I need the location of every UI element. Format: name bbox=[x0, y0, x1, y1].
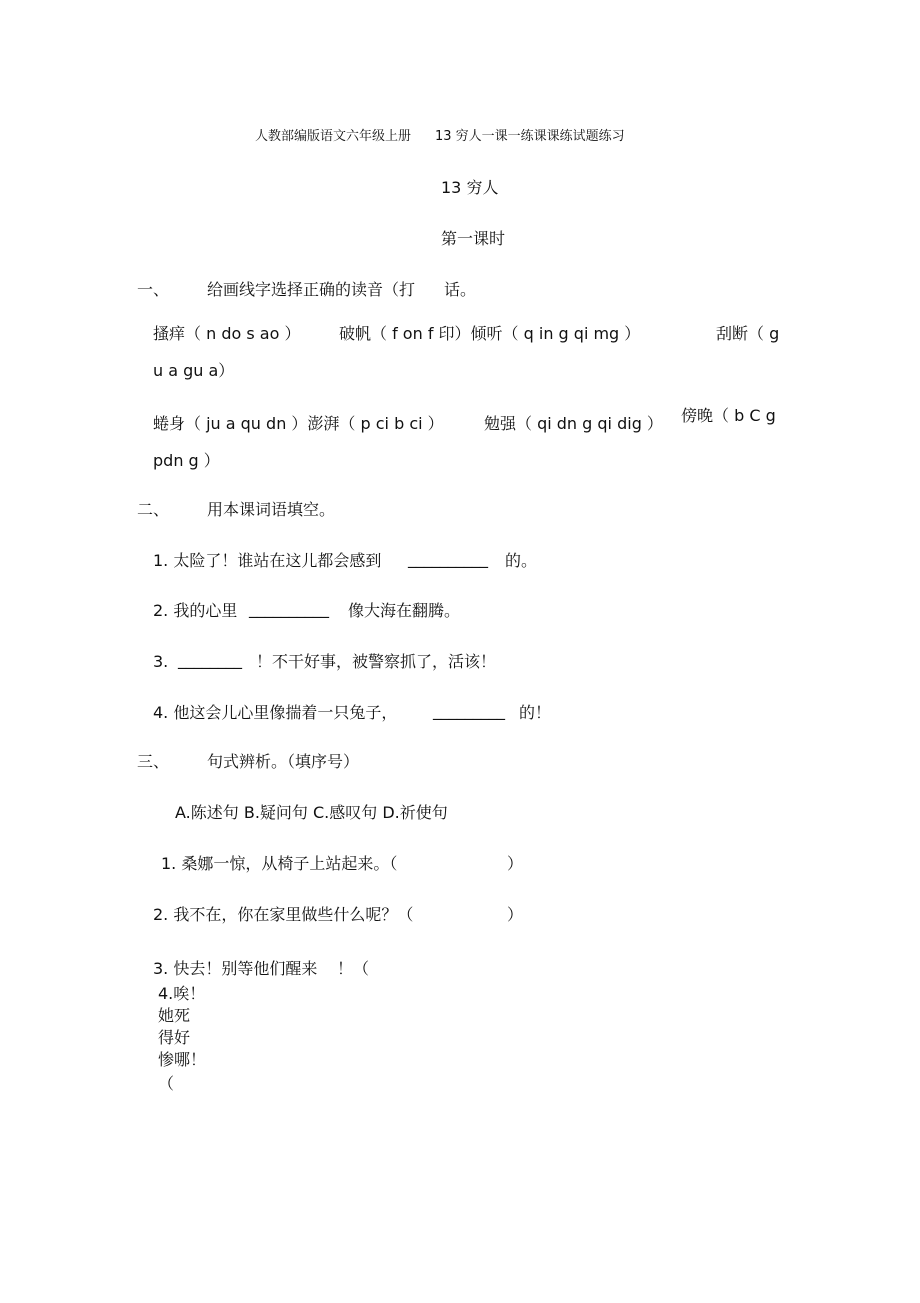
pinyin-item: 刮断（ g bbox=[716, 324, 780, 343]
fill-question-text: 的。 bbox=[505, 551, 538, 570]
sentence-question: 3. 快去！别等他们醒来 bbox=[153, 959, 318, 978]
fill-question-text: 4. 他这会儿心里像揣着一只兔子， bbox=[153, 703, 398, 722]
fill-blank: __________ bbox=[408, 549, 488, 568]
sentence-question-line: 她死 bbox=[158, 1006, 191, 1025]
answer-options: A.陈述句 B.疑问句 C.感叹句 D.祈使句 bbox=[175, 803, 448, 822]
section1-title-tail: 话。 bbox=[444, 280, 477, 299]
pinyin-continuation: u a gu a） bbox=[153, 361, 235, 380]
section3-title: 句式辨析。（填序号） bbox=[207, 752, 360, 771]
header-title: 人教部编版语文六年级上册 bbox=[255, 129, 412, 144]
pinyin-continuation: pdn g ） bbox=[153, 451, 220, 470]
fill-question-text: 3. bbox=[153, 652, 169, 671]
sentence-question-line: 4.唉！ bbox=[158, 984, 206, 1003]
fill-question-text: 2. 我的心里 bbox=[153, 601, 238, 620]
sentence-question-tail: ！（ bbox=[337, 959, 370, 978]
fill-blank: _________ bbox=[433, 701, 505, 720]
lesson-title: 13 穷人 bbox=[441, 178, 499, 197]
section1-title: 给画线字选择正确的读音（打 bbox=[207, 280, 416, 299]
section3-number: 三、 bbox=[137, 752, 170, 771]
sentence-question-line: 得好 bbox=[158, 1028, 191, 1047]
pinyin-item: 傍晚（ b C g bbox=[681, 406, 776, 425]
fill-question-text: 像大海在翻腾。 bbox=[348, 601, 461, 620]
header-subtitle: 13 穷人一课一练课课练试题练习 bbox=[435, 129, 625, 144]
fill-question-text: 的！ bbox=[519, 703, 552, 722]
fill-question-text: ！不干好事，被警察抓了，活该！ bbox=[256, 652, 497, 671]
fill-question-text: 1. 太险了！谁站在这儿都会感到 bbox=[153, 551, 382, 570]
sentence-question-line: 惨哪！ bbox=[158, 1050, 207, 1069]
section1-number: 一、 bbox=[137, 280, 170, 299]
fill-blank: ________ bbox=[178, 650, 242, 669]
sentence-question: 2. 我不在，你在家里做些什么呢？（ bbox=[153, 905, 414, 924]
section2-title: 用本课词语填空。 bbox=[207, 500, 336, 519]
pinyin-item: 勉强（ qi dn g qi dig ） bbox=[484, 414, 663, 433]
pinyin-item: 破帆（ f on f 印）倾听（ q in g qi mg ） bbox=[339, 324, 641, 343]
period-title: 第一课时 bbox=[441, 229, 506, 248]
pinyin-item: 蜷身（ ju a qu dn ）澎湃（ p ci b ci ） bbox=[153, 414, 444, 433]
pinyin-item: 搔痒（ n do s ao ） bbox=[153, 324, 301, 343]
section2-number: 二、 bbox=[137, 500, 170, 519]
sentence-question-line: （ bbox=[158, 1074, 175, 1093]
sentence-answer-close: ） bbox=[507, 905, 524, 924]
fill-blank: __________ bbox=[249, 599, 329, 618]
sentence-question: 1. 桑娜一惊，从椅子上站起来。（ bbox=[161, 854, 398, 873]
sentence-answer-close: ） bbox=[507, 854, 524, 873]
